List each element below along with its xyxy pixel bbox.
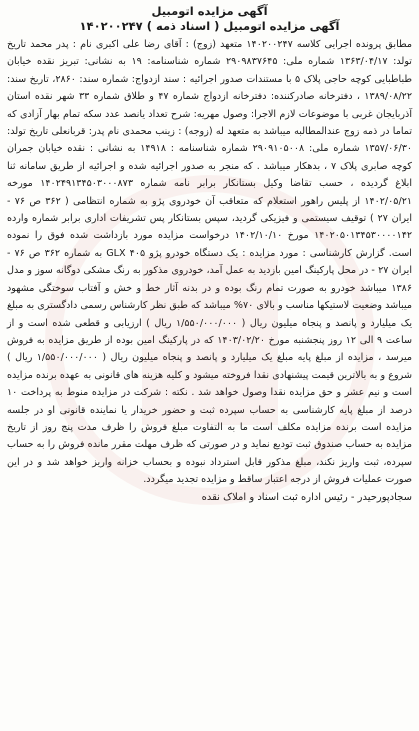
- notice-body: مطابق پرونده اجرایی کلاسه ۱۴۰۲۰۰۲۴۷ متعهد (زوج) : آقای رضا علی اکبری نام : پدر محمد تاریخ تولد: ۱۳۶۳/۰۴/۱۷ شماره ملی: ۲۹۰۹۸۳۷۶۴۵ شماره شناسنامه: ۱۹ به نشانی: تبریز نقده خیابان طباطبایی کوچه حاجی پلاک ۵ با مستندات صدور اجرائیه : سند ازدواج: شماره سند: ۲۸۶۰، تاریخ سند: ۱۳۸۹/۰۸/۲۲ ، دفترخانه صادرکننده: دفترخانه ازدواج شماره ۴۷ و طلاق شماره ۳۳ شهر نقده استان آذربایجان غربی با موضوعات لازم الاجرا: وصول مهریه: شرح تعداد یانصد عدد سکه تمام بهار آزادی که تماما در ذمه زوج عندالمطالبه میباشد به متعهد له (زوجه) : زینب محمدی نام پدر: قربانعلی تاریخ تولد: ۱۳۵۷/۰۶/۳۰ شماره ملی: ۲۹۰۹۱۰۵۰۰۸ شماره شناسنامه : ۱۴۹۱۸ به نشانی : نقده خیابان جمران کوچه صابری پلاک ۷ ، بدهکار میباشد . که منجر به صدور اجرائیه شده و اجرائیه از طریق سامانه ثنا ابلاغ گردیده ، حسب تقاضا وکیل بستانکار برابر نامه شماره ۱۴۰۲۴۹۱۳۴۵۰۳۰۰۰۸۷۳ مورخه ۱۴۰۲/۰۵/۲۱ از پلیس راهور استعلام که متعاقب آن خودروی پژو به شماره انتظامی ( ۳۶۲ ص ۷۶ - ایران ۲۷ ) توقیف سیستمی و فیزیکی گردید، سپس بستانکار پس تشریفات اداری برابر شماره وارده ۱۴۰۲۰۵۰۱۳۴۵۳۰۰۰۰۱۴۲ مورخ ۱۴۰۲/۱۰/۱۰ درخواست مزایده مورد بازداشت شده فوق را نموده است. گزارش کارشناسی : مورد مزایده : یک دستگاه خودرو پژو ۴۰۵ GLX به شماره ۳۶۲ ص ۷۶ - ایران ۲۷ - در محل پارکینگ امین بازدید به عمل آمد، خودروی مذکور به رنگ مشکی دوگانه سوز و مدل ۱۳۸۶ میباشد خودرو به صورت تمام رنگ بوده و در بدنه آثار خط و خش و آفتاب سوختگی مشهود میباشد وضعیت لاستیکها مناسب و بالای ۷۰% میباشد که طبق نظر کارشناس رسمی دادگستری به مبلغ یک میلیارد و پانصد و پنجاه میلیون ریال ( ۱/۵۵۰/۰۰۰/۰۰۰ ریال ) ارزیابی و قطعی شده است و از ساعت ۹ الی ۱۲ روز پنجشنبه مورخ ۱۴۰۳/۰۲/۲۰ که در پارکینگ امین بوده از طریق مزایده به فروش میرسد ، مزایده از مبلغ پایه مبلغ یک میلیارد و پانصد و پنجاه میلیون ریال ( ۱/۵۵۰/۰۰۰/۰۰۰ ریال ) شروع و به بالاترین قیمت پیشنهادی نقدا فروخته میشود و کلیه هزینه های قانونی به عهده برنده مزایده است و نیم عشر و حق مزایده نقدا وصول خواهد شد . نکته : شرکت در مزایده منوط به پرداخت ۱۰ درصد از مبلغ پایه کارشناسی به حساب سپرده ثبت و حضور خریدار یا نماینده قانونی او در جلسه مزایده است برنده مزایده مکلف است ما به التفاوت مبلغ فروش را ظرف مدت پنج روز از تاریخ مزایده به حساب صندوق ثبت تودیع نماید و در صورتی که ظرف مهلت مقرر مانده فروش را به حساب سپرده، ثبت واریز نکند، مبلغ مذکور قابل استرداد نبوده و بحساب خزانه واریز خواهد شد و در این صورت عملیات فروش از درجه اعتبار ساقط و مزایده تجدید میگردد.: [7, 39, 413, 486]
- notice-subheading: آگهی مزایده اتومبیل ( اسناد ذمه ) ۱۴۰۲۰۰۲۴۷: [79, 19, 340, 33]
- notice-heading: آگهی مزایده اتومبیل: [151, 4, 268, 18]
- notice-signature: سجادپورحیدر - رئیس اداره ثبت اسناد و املاک نقده: [201, 491, 412, 503]
